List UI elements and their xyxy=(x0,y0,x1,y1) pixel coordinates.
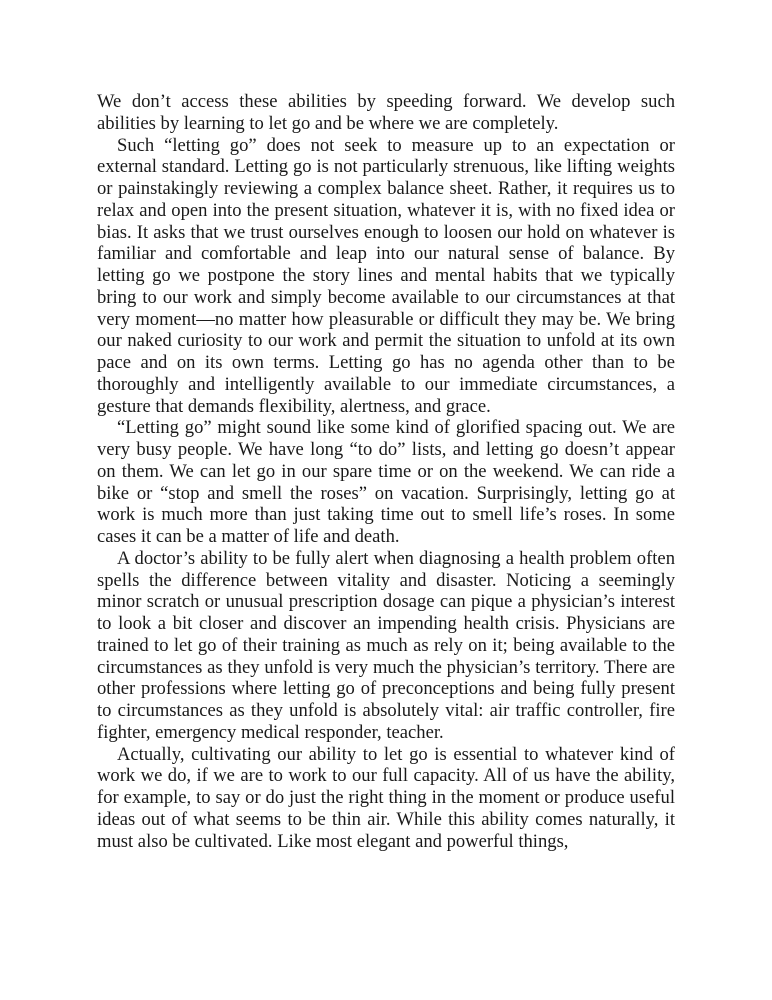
paragraph-3: “Letting go” might sound like some kind of glorified spacing out. We are very busy people. We have long “to do” lists, and letting go doesn’t appear on them. We can let go in our spare time or on the weekend. We can ride a bike or “stop and smell the roses” on vacation. Surprisingly, letting go at work is much more than just taking time out to smell life’s roses. In some cases it can be a matter of life and death. xyxy=(97,417,675,547)
paragraph-5: Actually, cultivating our ability to let go is essential to whatever kind of work we do, if we are to work to our full capacity. All of us have the ability, for example, to say or do just the right thing in the moment or produce useful ideas out of what seems to be thin air. While this ability comes naturally, it must also be cultivated. Like most elegant and powerful things, xyxy=(97,743,675,852)
paragraph-4: A doctor’s ability to be fully alert when diagnosing a health problem often spells the difference between vitality and disaster. Noticing a seemingly minor scratch or unusual prescription dosage can pique a physician’s interest to look a bit closer and discover an impending health crisis. Physicians are trained to let go of their training as much as rely on it; being available to the circumstances as they unfold is very much the physician’s territory. There are other professions where letting go of preconceptions and being fully present to circumstances as they unfold is absolutely vital: air traffic controller, fire fighter, emergency medical responder, teacher. xyxy=(97,547,675,743)
paragraph-1: We don’t access these abilities by speeding forward. We develop such abilities by learning to let go and be where we are completely. xyxy=(97,91,675,134)
body-text xyxy=(97,91,675,852)
paragraph-2: Such “letting go” does not seek to measure up to an expectation or external standard. Letting go is not particularly strenuous, like lifting weights or painstakingly reviewing a complex balance sheet. Rather, it requires us to relax and open into the present situation, whatever it is, with no fixed idea or bias. It asks that we trust ourselves enough to loosen our hold on whatever is familiar and comfortable and leap into our natural sense of balance. By letting go we postpone the story lines and mental habits that we typically bring to our work and simply become available to our circumstances at that very moment—no matter how pleasurable or difficult they may be. We bring our naked curiosity to our work and permit the situation to unfold at its own pace and on its own terms. Letting go has no agenda other than to be thoroughly and intelligently available to our immediate circumstances, a gesture that demands flexibility, alertness, and grace. xyxy=(97,134,675,417)
